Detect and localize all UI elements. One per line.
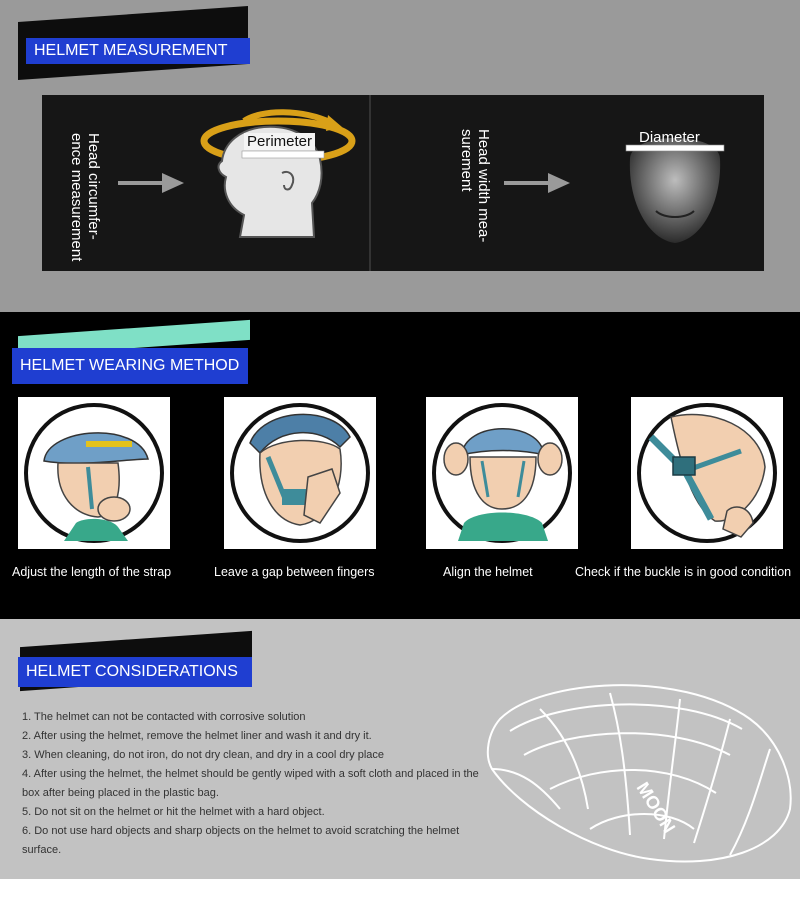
step-caption: Leave a gap between fingers <box>214 565 375 579</box>
list-item: 5. Do not sit on the helmet or hit the helmet with a hard object. <box>22 806 325 818</box>
step-caption: Adjust the length of the strap <box>12 565 172 579</box>
width-label: Head width mea- surement <box>458 129 492 243</box>
step-photo-finger-gap <box>224 397 376 549</box>
panel-divider <box>369 95 371 271</box>
list-item: 6. Do not use hard objects and sharp objects on the helmet to avoid scratching the helmet surface. <box>22 825 460 856</box>
perimeter-label: Perimeter <box>244 133 315 150</box>
measurement-section <box>0 0 800 312</box>
bottom-margin <box>0 879 800 907</box>
helmet-brand: MOON <box>632 778 680 837</box>
measurement-title: HELMET MEASUREMENT <box>26 38 250 64</box>
list-item: 1. The helmet can not be contacted with corrosive solution <box>22 711 306 723</box>
step-photo-adjust-strap <box>18 397 170 549</box>
circumference-label: Head circumfer- ence measurement <box>68 133 102 262</box>
step-photo-align-helmet <box>426 397 578 549</box>
step-caption: Check if the buckle is in good condition <box>575 565 792 579</box>
considerations-list <box>22 708 492 860</box>
arrow-right-icon <box>118 171 184 195</box>
considerations-banner <box>16 639 254 691</box>
list-item: 4. After using the helmet, the helmet should be gently wiped with a soft cloth and placed in the box after being placed in the plastic bag. <box>22 768 479 799</box>
diameter-label: Diameter <box>639 129 700 146</box>
helmet-outline-icon <box>480 659 798 875</box>
list-item: 2. After using the helmet, remove the helmet liner and wash it and dry it. <box>22 730 372 742</box>
arrow-right-icon <box>504 171 570 195</box>
measurement-banner <box>14 14 250 72</box>
wearing-title: HELMET WEARING METHOD <box>12 348 248 384</box>
list-item: 3. When cleaning, do not iron, do not dry clean, and dry in a cool dry place <box>22 749 384 761</box>
head-profile-icon <box>192 107 362 257</box>
wearing-banner <box>12 328 250 384</box>
measurement-panel <box>42 95 764 271</box>
wearing-section <box>0 312 800 619</box>
step-photo-check-buckle <box>631 397 783 549</box>
considerations-section <box>0 619 800 879</box>
considerations-title: HELMET CONSIDERATIONS <box>18 657 252 687</box>
step-caption: Align the helmet <box>443 565 533 579</box>
